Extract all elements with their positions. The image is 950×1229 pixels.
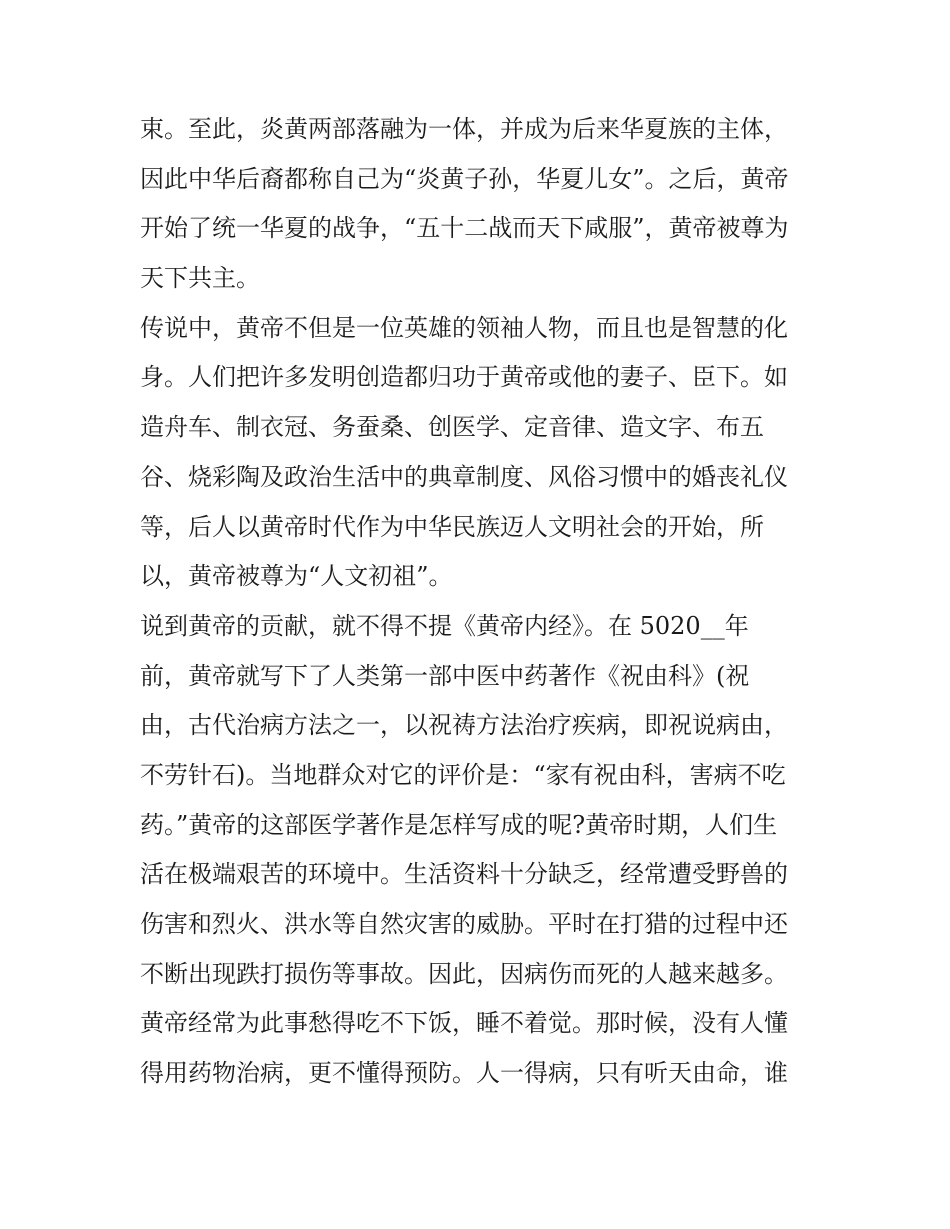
text-line: 因此中华后裔都称自己为“炎黄子孙，华夏儿女”。之后，黄帝 xyxy=(140,164,789,193)
text-line: 以，黄帝被尊为“人文初祖”。 xyxy=(140,562,453,591)
text-line: 束。至此，炎黄两部落融为一体，并成为后来华夏族的主体， xyxy=(140,115,788,143)
body-text xyxy=(140,105,830,1099)
text-line: 传说中，黄帝不但是一位英雄的领袖人物，而且也是智慧的化 xyxy=(140,313,788,342)
text-line: 伤害和烈火、洪水等自然灾害的威胁。平时在打猎的过程中还 xyxy=(140,910,788,938)
text-line: 谷、烧彩陶及政治生活中的典章制度、风俗习惯中的婚丧礼仪 xyxy=(140,462,788,491)
text-line: 药。”黄帝的这部医学著作是怎样写成的呢?黄帝时期，人们生 xyxy=(140,810,778,839)
text-line: 前，黄帝就写下了人类第一部中医中药著作《祝由科》(祝 xyxy=(140,661,750,690)
text-line: 天下共主。 xyxy=(140,264,260,293)
text-line: 不劳针石)。当地群众对它的评价是：“家有祝由科，害病不吃 xyxy=(140,760,786,789)
text-line: 等，后人以黄帝时代作为中华民族迈人文明社会的开始，所 xyxy=(140,512,764,541)
text-line: 身。人们把许多发明创造都归功于黄帝或他的妻子、臣下。如 xyxy=(140,363,788,392)
text-line: 说到黄帝的贡献，就不得不提《黄帝内经》。在 5020__年 xyxy=(140,611,749,640)
text-line: 活在极端艰苦的环境中。生活资料十分缺乏，经常遭受野兽的 xyxy=(140,860,788,889)
text-line: 不断出现跌打损伤等事故。因此，因病伤而死的人越来越多。 xyxy=(140,959,788,988)
text-line: 开始了统一华夏的战争，“五十二战而天下咸服”，黄帝被尊为 xyxy=(140,214,789,243)
text-line: 得用药物治病，更不懂得预防。人一得病，只有听天由命，谁 xyxy=(140,1059,788,1088)
text-line: 黄帝经常为此事愁得吃不下饭，睡不着觉。那时候，没有人懂 xyxy=(140,1009,788,1038)
text-line: 由，古代治病方法之一，以祝祷方法治疗疾病，即祝说病由， xyxy=(140,711,788,740)
text-line: 造舟车、制衣冠、务蚕桑、创医学、定音律、造文字、布五 xyxy=(140,413,764,442)
